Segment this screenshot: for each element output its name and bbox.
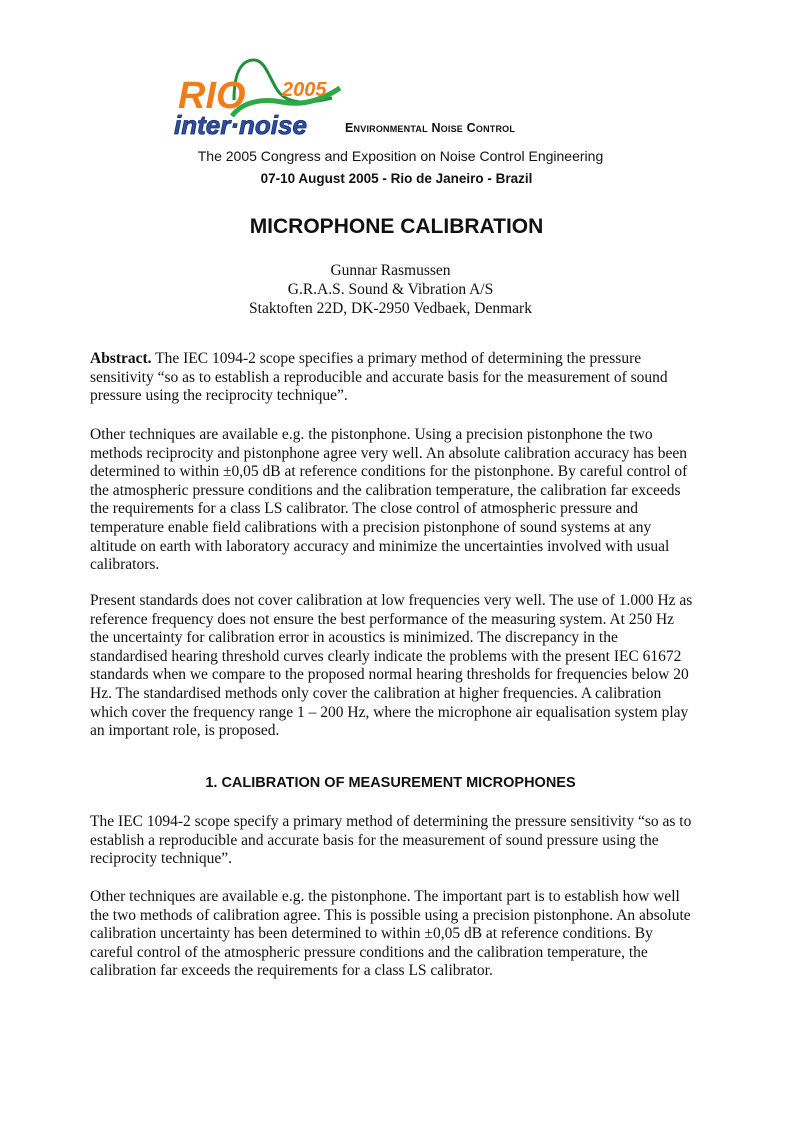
conference-subtitle: The 2005 Congress and Exposition on Noise Control Engineering	[197, 148, 604, 164]
conference-name: Environmental Noise Control	[345, 121, 516, 135]
abstract-label: Abstract.	[90, 350, 152, 367]
paragraph-present-standards	[90, 592, 696, 741]
logo-brand-text: inter·noise	[174, 110, 307, 138]
paragraph-text: The IEC 1094-2 scope specify a primary method of determining the pressure sensitivity “so as to establish a reproducible and accurate basis for the measurement of sound pressure using the reciprocity technique”.	[90, 813, 692, 868]
section-paragraph-iec	[90, 813, 696, 869]
paper-title: MICROPHONE CALIBRATION	[249, 215, 544, 238]
abstract-text: The IEC 1094-2 scope specifies a primary method of determining the pressure sensitivity “so as to establish a reproducible and accurate basis for the measurement of sound pressure using the reciprocity technique”.	[90, 350, 668, 405]
paragraph-text: Other techniques are available e.g. the pistonphone. Using a precision pistonphone the two methods reciprocity and pistonphone agree very well. An absolute calibration accuracy has been determined to within ±0,05 dB at reference conditions for the pistonphone. By careful control of the atmospheric pressure conditions and the calibration temperature, the calibration far exceeds the requirements for a class LS calibrator. The close control of atmospheric pressure and temperature enable field calibrations with a precision pistonphone of sound systems at any altitude on earth with laboratory accuracy and minimize the uncertainties involved with usual calibrators.	[90, 426, 688, 574]
abstract-paragraph	[90, 350, 696, 406]
logo-rio-text: RIO	[178, 75, 246, 117]
paragraph-other-techniques	[90, 426, 696, 575]
author-name: Gunnar Rasmussen	[330, 262, 451, 279]
author-affiliation: G.R.A.S. Sound & Vibration A/S	[287, 281, 494, 298]
logo-year-text: 2005	[282, 79, 327, 101]
conference-date-place: 07-10 August 2005 - Rio de Janeiro - Brazil	[260, 171, 533, 186]
paragraph-text: Other techniques are available e.g. the pistonphone. The important part is to establish how well the two methods of calibration agree. This is possible using a precision pistonphone. An absolute calibration uncertainty has been determined to within ±0,05 dB at reference conditions. By careful control of the atmospheric pressure conditions and the calibration temperature, the calibration far exceeds the requirements for a class LS calibrator.	[90, 888, 691, 980]
author-address: Staktoften 22D, DK-2950 Vedbaek, Denmark	[249, 300, 532, 317]
section-heading: 1. CALIBRATION OF MEASUREMENT MICROPHONES	[205, 775, 576, 791]
rio-internoise-2005-logo	[172, 58, 347, 138]
paragraph-text: Present standards does not cover calibration at low frequencies very well. The use of 1.000 Hz as reference frequency does not ensure the best performance of the measuring system. At 250 Hz the uncertainty for calibration error in acoustics is minimized. The discrepancy in the standardised hearing threshold curves clearly indicate the problems with the present IEC 61672 standards when we compare to the proposed normal hearing thresholds for frequencies below 20 Hz. The standardised methods only cover the calibration at higher frequencies. A calibration which cover the frequency range 1 – 200 Hz, where the microphone air equalisation system play an important role, is proposed.	[90, 592, 693, 740]
section-paragraph-other-techniques	[90, 888, 696, 981]
author-block	[0, 261, 781, 318]
